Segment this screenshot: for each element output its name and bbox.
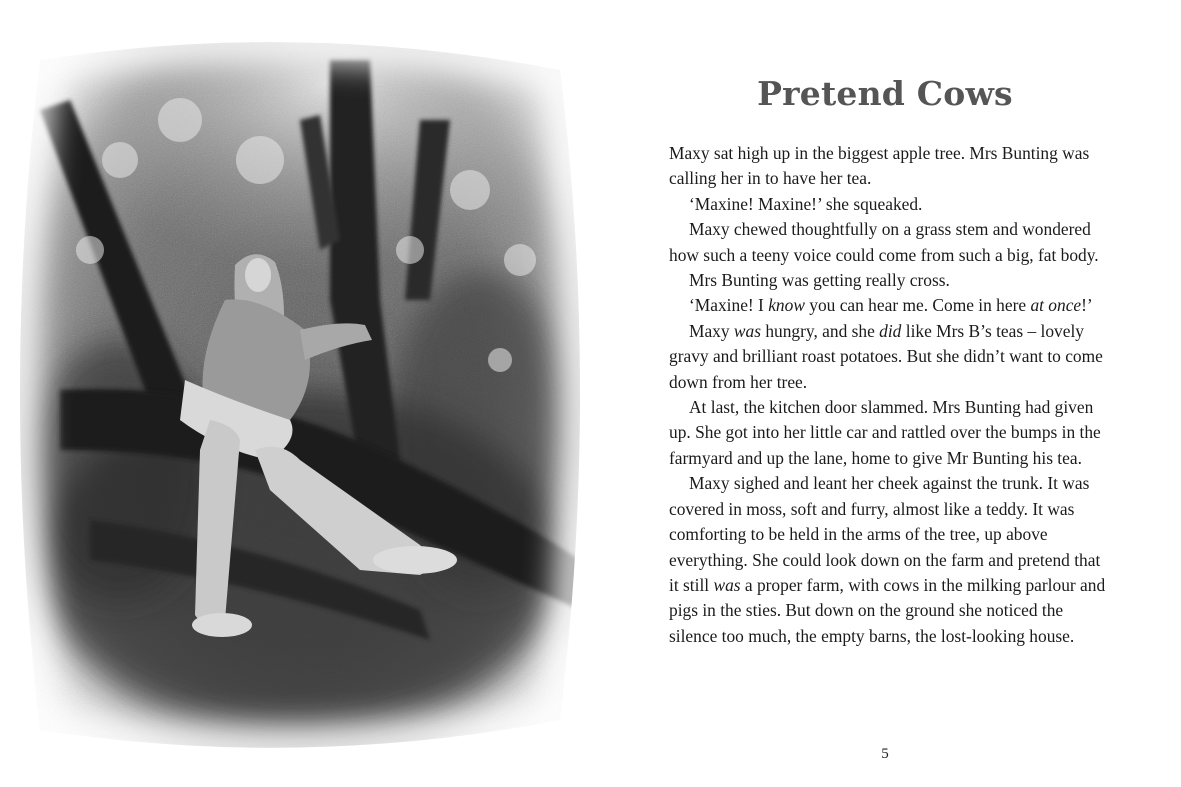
paragraph-p3 — [669, 217, 1109, 268]
paragraph-text: Maxy sighed and leant her cheek against the trunk. It was covered in moss, soft and furry, almost like a teddy. It was comforting to be held in the arms of the tree, up above everything. She could look down on the farm and pretend that it still — [669, 473, 1101, 595]
paragraph-text: Maxy — [689, 320, 734, 341]
italic-text: was — [713, 574, 741, 595]
paragraph-text: you can hear me. Come in here — [804, 295, 1031, 316]
chapter-title: Pretend Cows — [757, 74, 1013, 113]
paragraph-text: Maxy sat high up in the biggest apple tree. Mrs Bunting was calling her in to have her tea. — [669, 143, 1090, 189]
paragraph-p1 — [669, 141, 1109, 192]
paragraph-text: Mrs Bunting was getting really cross. — [689, 270, 950, 291]
paragraph-text: ‘Maxine! I — [689, 295, 769, 316]
paragraph-text: !’ — [1081, 295, 1093, 316]
italic-text: at once — [1030, 295, 1082, 316]
italic-text: did — [879, 320, 902, 341]
page-number: 5 — [881, 746, 889, 762]
paragraph-text: ‘Maxine! Maxine!’ she squeaked. — [689, 193, 923, 214]
paragraph-text: At last, the kitchen door slammed. Mrs Bunting had given up. She got into her little car and rattled over the bumps in the farmyard and up the lane, home to give Mr Bunting his tea. — [669, 397, 1101, 468]
paragraph-p6 — [669, 319, 1109, 395]
chapter-body — [669, 141, 1109, 649]
paragraph-text: a proper farm, with cows in the milking parlour and pigs in the sties. But down on the ground she noticed the silence too much, the empty barns, the lost-looking house. — [669, 574, 1106, 646]
paragraph-p2 — [669, 192, 1109, 217]
italic-text: was — [733, 320, 761, 341]
paragraph-p4 — [669, 268, 1109, 293]
paragraph-text: like Mrs B’s teas – lovely gravy and brilliant roast potatoes. But she didn’t want to come down from her tree. — [669, 320, 1103, 392]
paragraph-text: Maxy chewed thoughtfully on a grass stem and wondered how such a teeny voice could come from such a big, fat body. — [669, 219, 1099, 265]
paragraph-p8 — [669, 471, 1109, 649]
paragraph-text: hungry, and she — [760, 320, 880, 341]
paragraph-p7 — [669, 395, 1109, 471]
paragraph-p5 — [669, 293, 1109, 318]
text-page — [669, 0, 1121, 787]
italic-text: know — [768, 295, 805, 316]
